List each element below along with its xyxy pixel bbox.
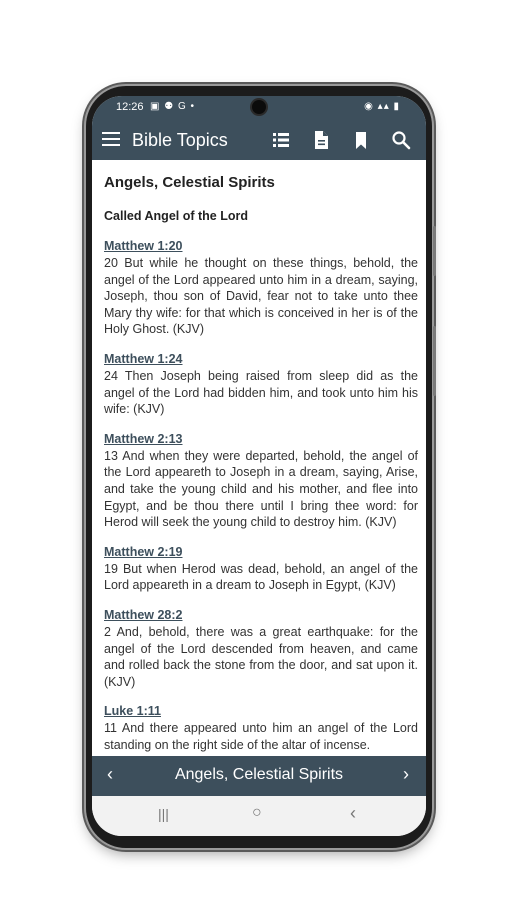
topic-navigation-bar (92, 756, 426, 796)
verse-reference-link[interactable]: Matthew 2:19 (104, 544, 183, 559)
bookmark-icon[interactable] (350, 129, 372, 151)
screen (92, 96, 426, 836)
menu-icon[interactable] (102, 128, 120, 148)
verse-text: 2 And, behold, there was a great earthquake: for the angel of the Lord descended from heaven, and came and rolled back the stone from the door, and sat upon it. (KJV) (104, 624, 418, 689)
next-topic-button[interactable]: › (403, 764, 409, 784)
verse-item (104, 350, 418, 418)
verse-text: 24 Then Joseph being raised from sleep did as the angel of the Lord had bidden him, and took unto him his wife: (KJV) (104, 368, 418, 417)
back-button[interactable]: ‹ (350, 803, 356, 823)
phone-frame (86, 86, 432, 848)
verse-item (104, 606, 418, 690)
camera-hole (252, 100, 266, 114)
verse-reference-link[interactable]: Matthew 1:20 (104, 239, 183, 253)
topic-content[interactable] (92, 160, 426, 756)
verse-item (104, 543, 418, 594)
topic-title: Angels, Celestial Spirits (104, 174, 275, 191)
verse-reference-link[interactable]: Matthew 1:24 (104, 351, 183, 366)
search-icon[interactable] (390, 129, 412, 151)
system-nav-bar (92, 796, 426, 836)
verse-reference-link[interactable]: Luke 1:11 (104, 704, 161, 719)
status-time: 12:26 (116, 101, 144, 113)
system-icons: ◉ ▴▴ ▮ (364, 101, 400, 112)
current-topic-title: Angels, Celestial Spirits (174, 766, 344, 783)
verse-text: 13 And when they were departed, behold, the angel of the Lord appeareth to Joseph in a dream, saying, Arise, and take the young child and his mother, and flee into Egypt, and be thou there until I bring thee word: for Herod will seek the young child to destroy him. (KJV) (104, 448, 418, 530)
notification-icons: ▣ ⚉ G • (150, 101, 196, 112)
verse-text: 20 But while he thought on these things, behold, the angel of the Lord appeared unto him in a dream, saying, Joseph, thou son of David, fear not to take unto thee Mary thy wife: for that which is conceived in her is of the Holy Ghost. (KJV) (104, 256, 418, 337)
verse-item (104, 430, 418, 531)
verse-reference-link[interactable]: Matthew 28:2 (104, 607, 183, 622)
previous-topic-button[interactable]: ‹ (107, 764, 113, 784)
list-icon[interactable] (270, 129, 292, 151)
verse-reference-link[interactable]: Matthew 2:13 (104, 431, 183, 446)
verse-item (104, 702, 418, 753)
app-title: Bible Topics (132, 130, 228, 150)
power-button (433, 326, 436, 396)
subtopic-heading: Called Angel of the Lord (104, 209, 248, 223)
verse-text: 11 And there appeared unto him an angel of the Lord standing on the right side of the altar of incense. (104, 721, 418, 752)
home-button[interactable]: ○ (252, 804, 262, 821)
app-toolbar (92, 120, 426, 160)
document-icon[interactable] (310, 129, 332, 151)
verse-text: 19 But when Herod was dead, behold, an angel of the Lord appeareth in a dream to Joseph in Egypt, (KJV) (104, 561, 418, 593)
volume-button (433, 226, 436, 276)
recents-button[interactable]: ||| (158, 806, 169, 822)
verse-item (104, 237, 418, 338)
status-bar (92, 96, 426, 120)
